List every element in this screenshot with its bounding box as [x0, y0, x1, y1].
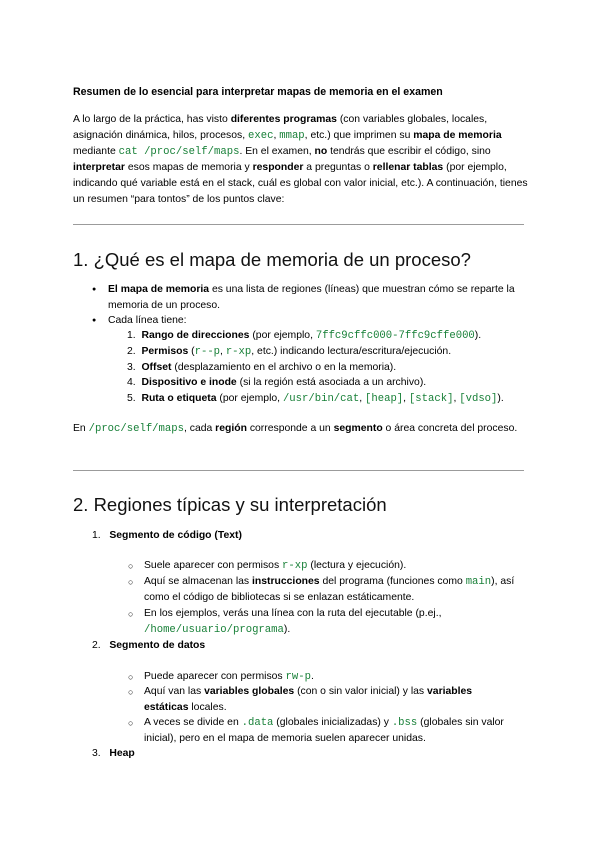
circle-bullet-icon: ○ — [128, 561, 134, 571]
list-item: 2. Permisos (r--p, r-xp, etc.) indicando lectura/escritura/ejecución. — [127, 346, 452, 358]
list-item: Aquí van las variables globales (con o sin valor inicial) y las variables estáticas locales. — [144, 686, 473, 713]
circle-bullet-icon: ○ — [128, 718, 134, 728]
list-item: 5. Ruta o etiqueta (por ejemplo, /usr/bin/cat, [heap], [stack], [vdso]). — [127, 393, 504, 405]
list-item: En los ejemplos, verás una línea con la ruta del ejecutable (p.ej., /home/usuario/programa). — [144, 608, 442, 636]
divider — [73, 224, 524, 225]
subsection-title: 3. Heap — [92, 748, 135, 759]
section1-heading: 1. ¿Qué es el mapa de memoria de un proceso? — [73, 249, 471, 270]
list-item: Suele aparecer con permisos r-xp (lectura y ejecución). — [144, 560, 407, 572]
list-item: ● Cada línea tiene: — [93, 313, 187, 329]
intro-paragraph: A lo largo de la práctica, has visto diferentes programas (con variables globales, locales, asignación dinámica, hilos, procesos, exec, mmap, etc.) que imprimen su mapa de memoria mediante cat /proc/self/maps. En el examen, no tendrás que escribir el código, sino interpretar esos mapas de memoria y responder a preguntas o rellenar tablas (por ejemplo, indicando qué variable está en el stack, cuál es global con valor inicial, etc.). A continuación, tienes un resumen “para tontos” de los puntos clave: — [73, 114, 528, 205]
section1-paragraph: En /proc/self/maps, cada región corresponde a un segmento o área concreta del proceso. — [73, 423, 518, 435]
list-item: Aquí se almacenan las instrucciones del programa (funciones como main), así como el código de bibliotecas si se enlazan estáticamente. — [144, 576, 515, 603]
subsection-title: 1. Segmento de código (Text) — [92, 530, 242, 541]
list-item: 4. Dispositivo e inode (si la región está asociada a un archivo). — [127, 377, 427, 388]
divider — [73, 470, 524, 471]
document-title: Resumen de lo esencial para interpretar mapas de memoria en el examen — [73, 86, 443, 98]
list-item: ● El mapa de memoria es una lista de regiones (líneas) que muestran cómo se reparte la memoria de un proceso. — [93, 282, 528, 314]
list-item: 3. Offset (desplazamiento en el archivo o en la memoria). — [127, 362, 397, 373]
circle-bullet-icon: ○ — [128, 609, 134, 619]
list-item: 1. Rango de direcciones (por ejemplo, 7ffc9cffc000-7ffc9cffe000). — [127, 330, 482, 342]
circle-bullet-icon: ○ — [128, 672, 134, 682]
circle-bullet-icon: ○ — [128, 577, 134, 587]
list-item: A veces se divide en .data (globales inicializadas) y .bss (globales sin valor inicial), pero en el mapa de memoria suelen aparecer unidas. — [144, 717, 504, 744]
section2-heading: 2. Regiones típicas y su interpretación — [73, 494, 387, 515]
subsection-title: 2. Segmento de datos — [92, 640, 206, 651]
circle-bullet-icon: ○ — [128, 687, 134, 697]
list-item: Puede aparecer con permisos rw-p. — [144, 671, 314, 683]
